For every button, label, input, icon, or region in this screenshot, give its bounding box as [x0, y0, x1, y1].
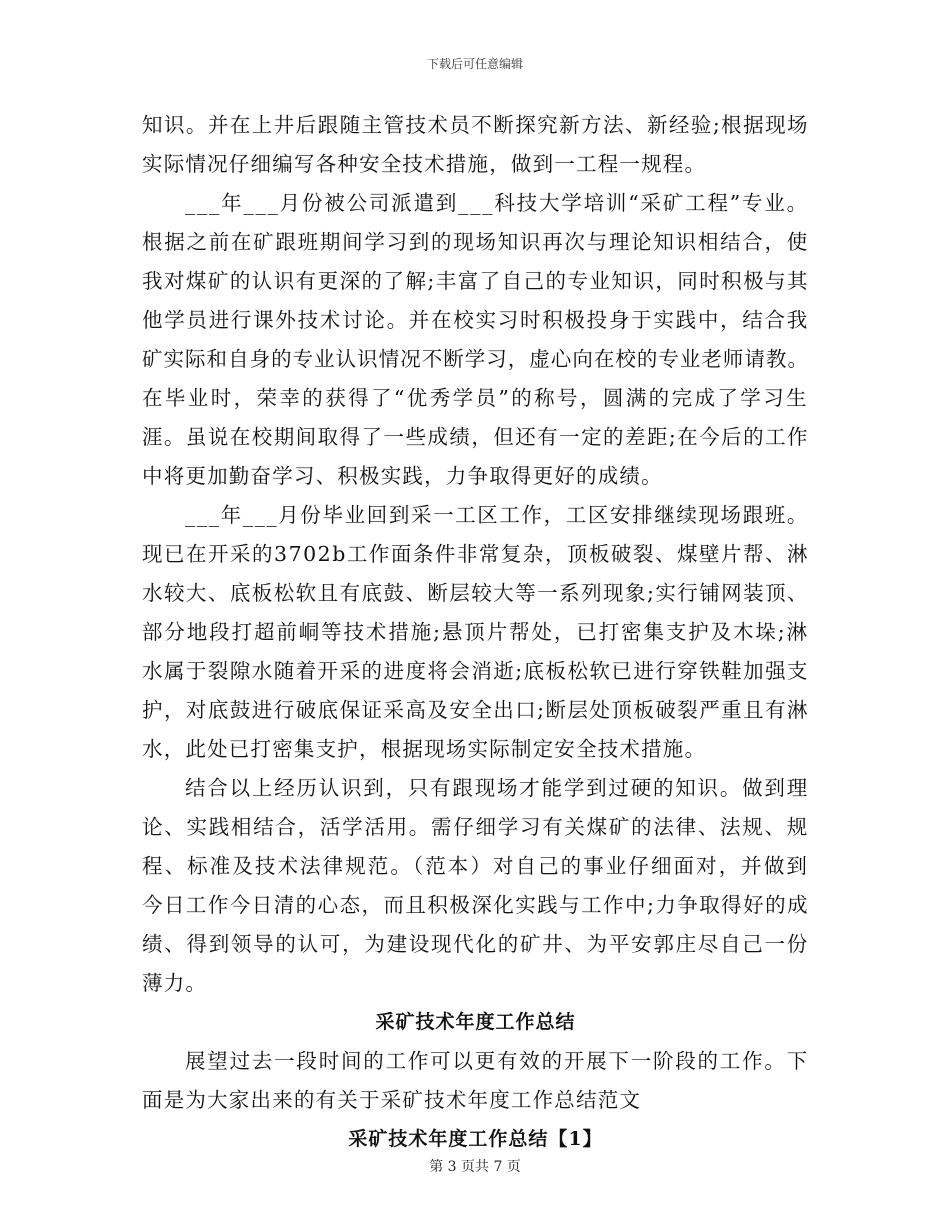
text-line: 薄力。 [142, 971, 208, 995]
text-line: 实际情况仔细编写各种安全技术措施，做到一工程一规程。 [142, 152, 707, 176]
text-line: 部分地段打超前峒等技术措施;悬顶片帮处，已打密集支护及木垛;淋 [142, 620, 809, 644]
text-line: 知识。并在上井后跟随主管技术员不断探究新方法、新经验;根据现场 [142, 113, 809, 137]
text-line: 我对煤矿的认识有更深的了解;丰富了自己的专业知识，同时积极与其 [142, 269, 809, 293]
text-line: 面是为大家出来的有关于采矿技术年度工作总结范文 [142, 1088, 642, 1112]
text-line: 根据之前在矿跟班期间学习到的现场知识再次与理论知识相结合，使 [142, 230, 809, 254]
text-line: 矿实际和自身的专业认识情况不断学习，虚心向在校的专业老师请教。 [142, 347, 809, 371]
text-line: 论、实践相结合，活学活用。需仔细学习有关煤矿的法律、法规、规 [142, 815, 809, 839]
text-line: 水较大、底板松软且有底鼓、断层较大等一系列现象;实行铺网装顶、 [142, 581, 809, 605]
text-line: 现已在开采的3702b工作面条件非常复杂，顶板破裂、煤壁片帮、淋 [142, 542, 809, 566]
text-line: 水属于裂隙水随着开采的进度将会消逝;底板松软已进行穿铁鞋加强支 [142, 659, 809, 683]
text-line: ___年___月份被公司派遣到___科技大学培训“采矿工程”专业。 [185, 191, 809, 215]
text-line: 程、标准及技术法律规范。（范本）对自己的事业仔细面对，并做到 [142, 854, 809, 878]
section-heading: 采矿技术年度工作总结 [375, 1011, 576, 1033]
text-line: 涯。虽说在校期间取得了一些成绩，但还有一定的差距;在今后的工作 [142, 425, 809, 449]
page-footer: 第 3 页共 7 页 [429, 1159, 521, 1175]
text-line: 绩、得到领导的认可，为建设现代化的矿井、为平安郭庄尽自己一份 [142, 932, 809, 956]
text-line: ___年___月份毕业回到采一工区工作，工区安排继续现场跟班。 [185, 503, 809, 527]
text-line: 中将更加勤奋学习、积极实践，力争取得更好的成绩。 [142, 464, 663, 488]
text-line: 结合以上经历认识到，只有跟现场才能学到过硬的知识。做到理 [185, 776, 809, 800]
text-line: 他学员进行课外技术讨论。并在校实习时积极投身于实践中，结合我 [142, 308, 809, 332]
document-body [142, 106, 809, 1159]
page-header: 下载后可任意编辑 [426, 57, 523, 71]
text-line: 水，此处已打密集支护，根据现场实际制定安全技术措施。 [142, 737, 707, 761]
text-line: 展望过去一段时间的工作可以更有效的开展下一阶段的工作。下 [185, 1049, 809, 1073]
text-line: 在毕业时，荣幸的获得了“优秀学员”的称号，圆满的完成了学习生 [142, 386, 809, 410]
section-subheading: 采矿技术年度工作总结【1】 [348, 1128, 603, 1150]
text-line: 护，对底鼓进行破底保证采高及安全出口;断层处顶板破裂严重且有淋 [142, 698, 809, 722]
text-line: 今日工作今日清的心态，而且积极深化实践与工作中;力争取得好的成 [142, 893, 809, 917]
